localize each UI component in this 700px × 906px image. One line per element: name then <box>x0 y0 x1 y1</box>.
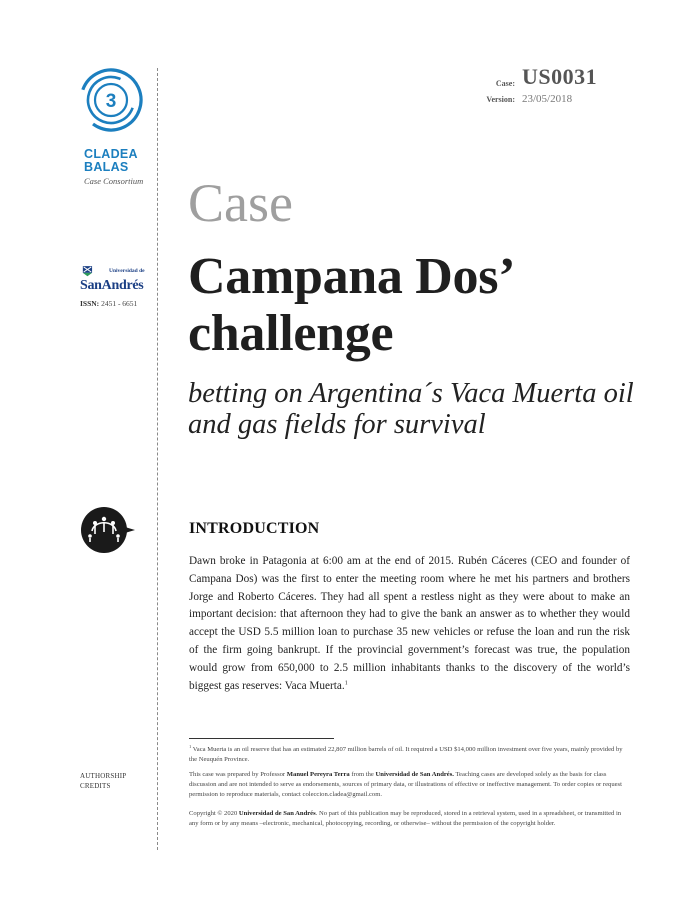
copyright-holder: Universidad de San Andrés <box>238 810 316 817</box>
usa-wordmark: SanAndrés <box>80 278 144 293</box>
footnote-mark: 1 <box>189 743 192 749</box>
case-code: US0031 <box>522 64 598 89</box>
version-date: 23/05/2018 <box>522 93 573 105</box>
author-name: Manuel Pereyra Terra <box>286 771 350 778</box>
copyright-text-a: Copyright © 2020 <box>189 810 238 817</box>
discussion-group-icon <box>80 505 140 555</box>
issn-value: 2451 - 6651 <box>101 299 138 308</box>
preparation-note <box>189 770 630 800</box>
page-title: Campana Dos’ challenge <box>188 248 512 362</box>
cladea-line2: BALAS <box>84 160 129 174</box>
introduction-text: Dawn broke in Patagonia at 6:00 am at the end of 2015. Rubén Cáceres (CEO and founder of Campana Dos) was the first to enter the meeting room where he met his partners and brothers Jorge and Roberto Cáceres. They had all spent a restless night as they were about to make an important decision: that afternoon they had to give the bank an answer as to whether they would accept the USD 5.5 million loan to purchase 35 new vehicles or refuse the loan and run the risk of the firm going bankrupt. If the provincial government’s forecast was true, the population would grow from 650,000 to 2.5 million inhabitants thanks to the discovery of the world’s biggest gas reserves: Vaca Muerta. <box>189 555 630 692</box>
authorship-line2: CREDITS <box>80 782 111 790</box>
cladea-line1: CLADEA <box>84 147 138 161</box>
issn-label: ISSN: <box>80 299 100 308</box>
svg-text:3: 3 <box>105 91 117 112</box>
issn <box>80 299 137 308</box>
introduction-heading: INTRODUCTION <box>189 520 320 537</box>
version-label: Version: <box>486 95 515 104</box>
case-word: Case <box>188 173 293 233</box>
usa-small-label: Universidad de <box>109 268 145 274</box>
authorship-credits <box>80 771 126 791</box>
cladea-logo-icon <box>78 67 144 133</box>
case-consortium-label: Case Consortium <box>84 176 144 186</box>
authorship-line1: AUTHORSHIP <box>80 772 127 780</box>
page-subtitle: betting on Argentina´s Vaca Muerta oil and gas fields for survival <box>188 378 634 440</box>
copyright-note <box>189 809 630 829</box>
case-label: Case: <box>495 79 515 88</box>
copyright-text-b: . No part of this publication may be reproduced, stored in a retrieval system, used in a spreadsheet, or transmitted in any form or by any means –electronic, mechanical, photocopying, recording, or otherwise– without the permission of the copyright holder. <box>189 810 622 827</box>
university-name: Universidad de San Andrés. <box>375 771 454 778</box>
footnote-reference: 1 <box>344 679 348 686</box>
cladea-wordmark <box>84 148 138 174</box>
footnote-text: Vaca Muerta is an oil reserve that has an estimated 22,807 million barrels of oil. It required a USD $14,000 million investment over five years, mainly provided by the Neuquén Province. <box>189 746 623 763</box>
footnote-rule <box>189 738 334 739</box>
prepared-text-b: from the <box>351 771 374 778</box>
prepared-text-a: This case was prepared by Professor <box>189 771 286 778</box>
sidebar-divider <box>157 68 158 850</box>
footnote <box>189 745 630 765</box>
prepared-text-c: Teaching cases are developed solely as the basis for class discussion and are not intended to serve as endorsements, sources of primary data, or illustrations of effective or ineffective management. To order copies or request permission to reproduce materials, contact coleccion.cladea@gmail.com. <box>189 771 622 798</box>
introduction-paragraph <box>189 553 630 695</box>
